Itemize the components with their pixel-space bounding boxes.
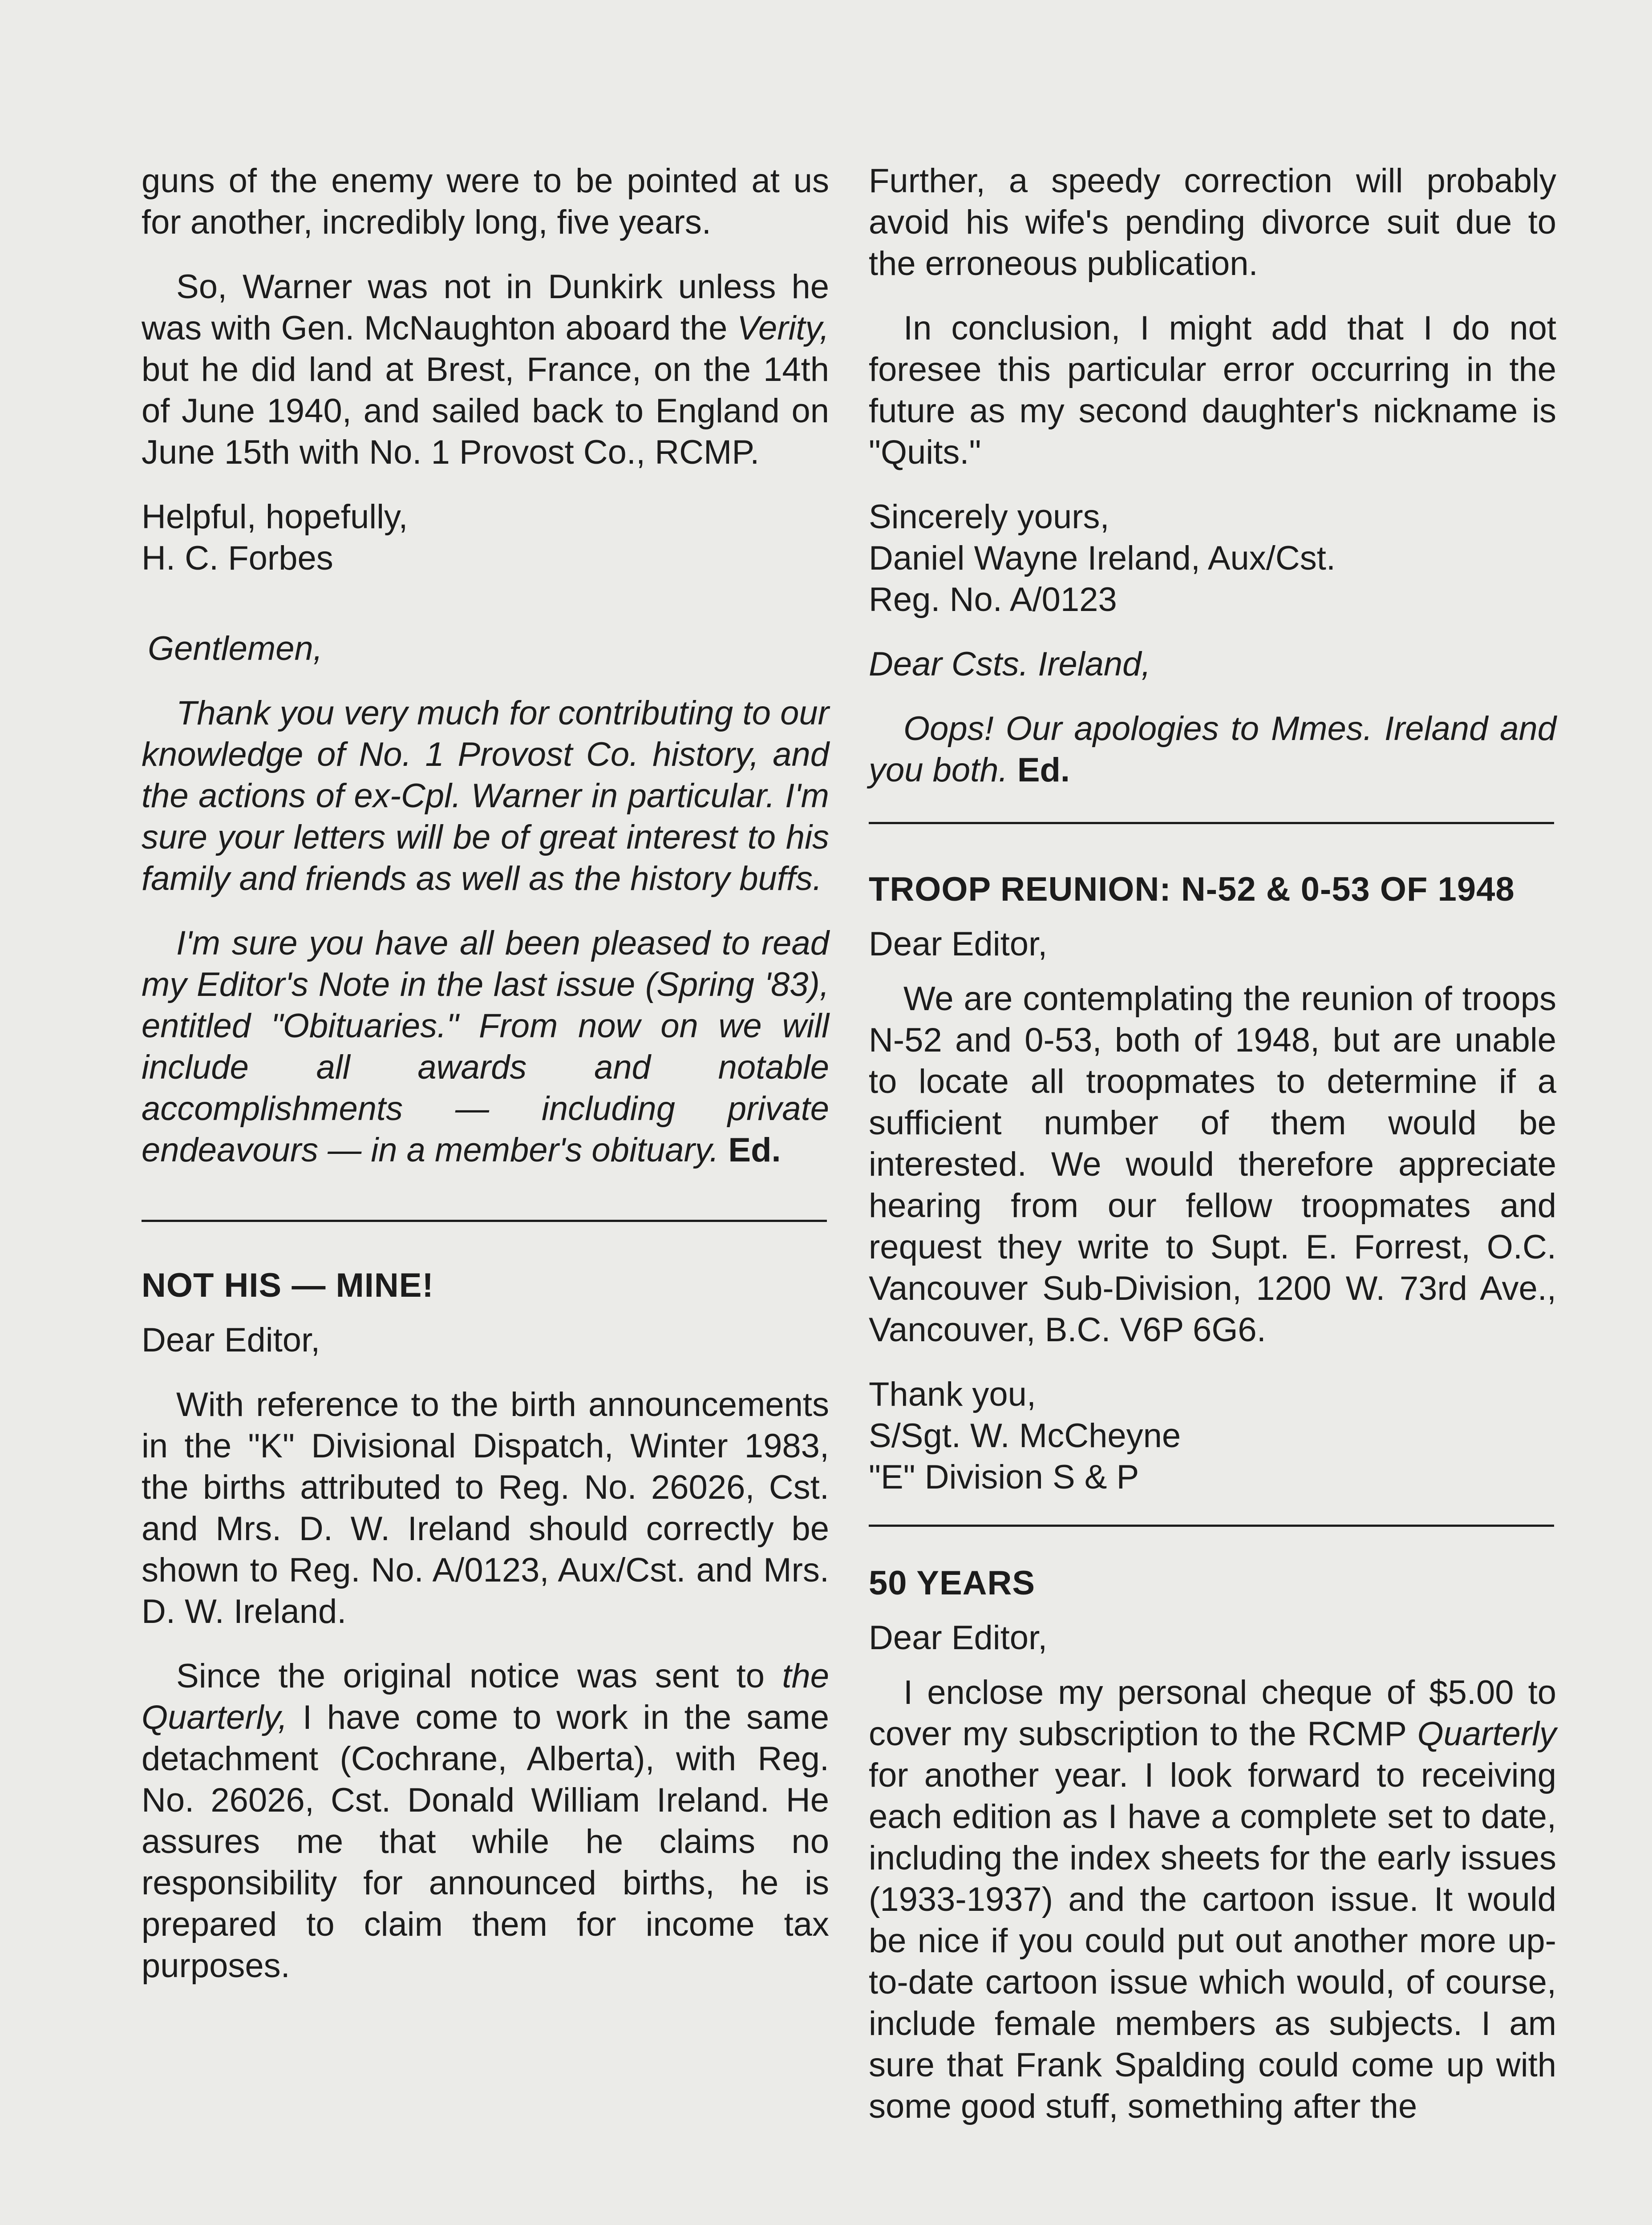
letter-heading: NOT HIS — MINE!: [142, 1266, 434, 1304]
text-run: I'm sure you have all been pleased to read my Editor's Note in the last issue (Spring '83), entitled "Obituaries." From now on we will include all awards and notable accomplishments — including private endeavours — in a member's obituary.: [142, 924, 829, 1169]
body-paragraph: [869, 1672, 1556, 2127]
body-paragraph: In conclusion, I might add that I do not foresee this particular error occurring in the future as my second daughter's nickname is "Quits.": [869, 309, 1556, 471]
italic-text: Verity,: [737, 309, 829, 347]
letter-heading: 50 YEARS: [869, 1564, 1036, 1602]
editor-reply-paragraph: [142, 922, 829, 1171]
editor-reply-paragraph: Thank you very much for contributing to our knowledge of No. 1 Provost Co. history, and the actions of ex-Cpl. Warner in particular. I'm sure your letters will be of great interest to his family and friends as well as the history buffs.: [142, 694, 829, 898]
continued-paragraph: Further, a speedy correction will probably avoid his wife's pending divorce suit due to the erroneous publication.: [869, 162, 1556, 283]
italic-text: the Quarterly,: [142, 1657, 829, 1736]
text-run: So, Warner was not in Dunkirk unless he was with Gen. McNaughton aboard the: [142, 268, 829, 347]
body-paragraph: [142, 266, 829, 473]
left-column: [142, 160, 829, 1986]
letter-heading: TROOP REUNION: N-52 & 0-53 OF 1948: [869, 870, 1515, 908]
body-paragraph: With reference to the birth announcements in the "K" Divisional Dispatch, Winter 1983, the births attributed to Reg. No. 26026, Cst. and Mrs. D. W. Ireland should correctly be shown to Reg. No. A/0123, Aux/Cst. and Mrs. D. W. Ireland.: [142, 1386, 829, 1630]
right-column: [869, 160, 1556, 2127]
text-run: Oops! Our apologies to Mmes. Ireland and you both.: [869, 710, 1556, 789]
text-run: I enclose my personal cheque of $5.00 to cover my subscription to the RCMP: [869, 1674, 1556, 1753]
signoff-line: Thank you,: [869, 1375, 1036, 1413]
text-run: but he did land at Brest, France, on the 14th of June 1940, and sailed back to England on June 15th with No. 1 Provost Co., RCMP.: [142, 351, 829, 471]
editor-signature: Ed.: [1017, 751, 1070, 789]
signature-name: H. C. Forbes: [142, 539, 333, 577]
continued-paragraph: guns of the enemy were to be pointed at us for another, incredibly long, five years.: [142, 162, 829, 241]
text-run: I have come to work in the same detachment (Cochrane, Alberta), with Reg. No. 26026, Cst. Donald William Ireland. He assures me that while he claims no responsibility for announced births, he is prepared to claim them for income tax purposes.: [142, 1699, 829, 1985]
section-divider: [142, 1220, 827, 1222]
body-paragraph: [142, 1655, 829, 1986]
signature-name: Daniel Wayne Ireland, Aux/Cst.: [869, 539, 1336, 577]
editor-reply-paragraph: [869, 708, 1556, 791]
italic-text: Quarterly: [1417, 1715, 1556, 1753]
signature-regno: Reg. No. A/0123: [869, 581, 1117, 619]
signature-name: S/Sgt. W. McCheyne: [869, 1417, 1181, 1455]
section-divider: [869, 822, 1554, 824]
salutation: Dear Editor,: [869, 1619, 1048, 1657]
section-divider: [869, 1525, 1554, 1527]
signoff-line: Sincerely yours,: [869, 498, 1109, 536]
editor-salutation: Dear Csts. Ireland,: [869, 645, 1151, 683]
editor-salutation: Gentlemen,: [148, 630, 323, 668]
editor-signature: Ed.: [728, 1131, 781, 1169]
salutation: Dear Editor,: [869, 925, 1048, 963]
body-paragraph: We are contemplating the reunion of troops N-52 and 0-53, both of 1948, but are unable to locate all troopmates to determine if a sufficient number of them would be interested. We would therefore appreciate hearing from our fellow troopmates and request they write to Supt. E. Forrest, O.C. Vancouver Sub-Division, 1200 W. 73rd Ave., Vancouver, B.C. V6P 6G6.: [869, 980, 1556, 1349]
salutation: Dear Editor,: [142, 1321, 320, 1359]
text-run: for another year. I look forward to receiving each edition as I have a complete set to date, including the index sheets for the early issues (1933-1937) and the cartoon issue. It would be nice if you could put out another more up-to-date cartoon issue which would, of course, include female members as subjects. I am sure that Frank Spalding could come up with some good stuff, something after the: [869, 1756, 1556, 2125]
signoff-line: Helpful, hopefully,: [142, 498, 408, 536]
signature-division: "E" Division S & P: [869, 1458, 1139, 1496]
text-run: Since the original notice was sent to: [176, 1657, 782, 1695]
